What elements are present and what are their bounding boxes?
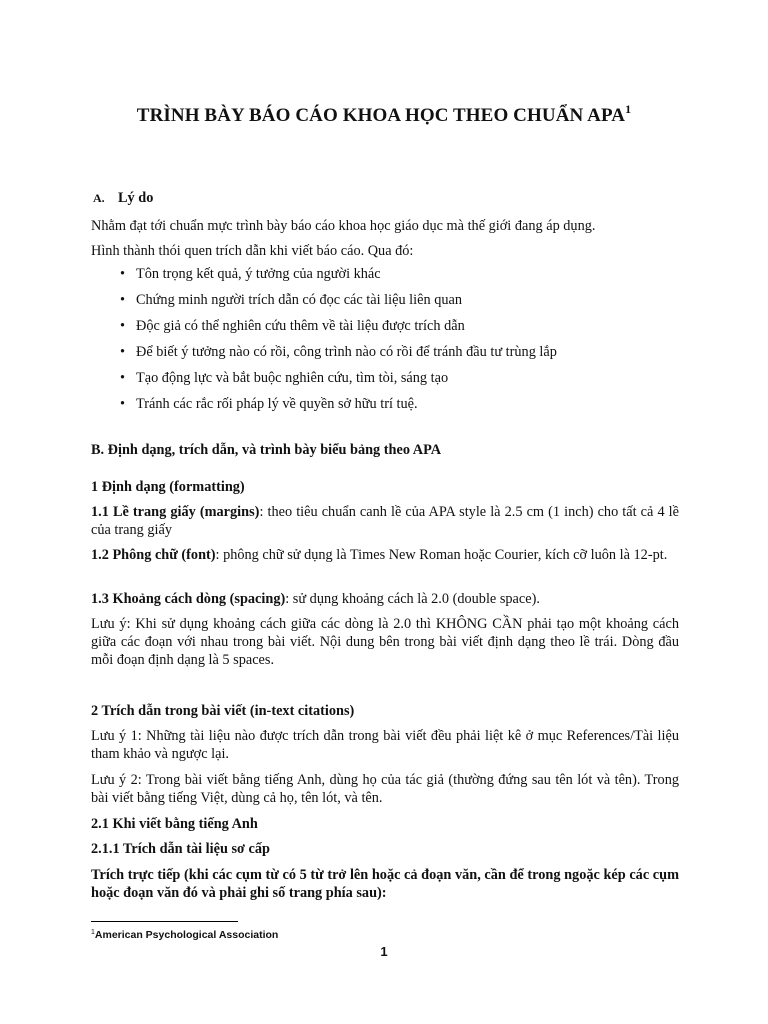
font-term: 1.2 Phông chữ (font) xyxy=(91,547,216,563)
subsection-2-heading: 2 Trích dẫn trong bài viết (in-text citations) xyxy=(91,703,355,719)
bullet-icon: • xyxy=(120,370,126,386)
footnote-mark: 1 xyxy=(625,102,632,116)
section-a-paragraph-1: Nhằm đạt tới chuẩn mực trình bày báo cáo khoa học giáo dục mà thế giới đang áp dụng. xyxy=(91,218,596,234)
subsection-1-heading: 1 Định dạng (formatting) xyxy=(91,479,245,495)
bullet-icon: • xyxy=(120,396,126,412)
footnote-divider xyxy=(91,921,238,922)
section-a-label: A. xyxy=(93,191,105,205)
footnote-number: 1 xyxy=(91,929,95,936)
subsection-2-1-heading: 2.1 Khi viết bằng tiếng Anh xyxy=(91,816,258,832)
bullet-icon: • xyxy=(120,292,126,308)
subsection-1-3 xyxy=(91,590,679,608)
citation-note-1: Lưu ý 1: Những tài liệu nào được trích dẫn trong bài viết đều phải liệt kê ở mục References/Tài liệu tham khảo và ngược lại. xyxy=(91,728,679,762)
bullet-icon: • xyxy=(120,266,126,282)
margins-text: : theo tiêu chuẩn canh lề của APA style là 2.5 cm (1 inch) cho tất cả 4 lề của trang giấy xyxy=(91,504,680,538)
subsection-1-1 xyxy=(91,503,679,539)
margins-term: 1.1 Lề trang giấy (margins) xyxy=(91,504,260,520)
list-item: • Tránh các rắc rối pháp lý về quyền sở hữu trí tuệ. xyxy=(120,396,418,412)
section-a-heading xyxy=(93,190,153,207)
page-number: 1 xyxy=(380,944,388,959)
list-item: • Chứng minh người trích dẫn có đọc các tài liệu liên quan xyxy=(120,292,462,308)
spacing-note: Lưu ý: Khi sử dụng khoảng cách giữa các dòng là 2.0 thì KHÔNG CẦN phải tạo một khoảng cách giữa các đoạn với nhau trong bài viết. Nội dung bên trong bài viết định dạng theo lề trái. Dòng đầu mỗi đoạn định dạng là 5 spaces. xyxy=(91,616,679,668)
bullet-icon: • xyxy=(120,344,126,360)
subsection-2-1-1-heading: 2.1.1 Trích dẫn tài liệu sơ cấp xyxy=(91,841,270,857)
bullet-icon: • xyxy=(120,318,126,334)
footnote xyxy=(91,929,278,941)
footnote-text: American Psychological Association xyxy=(94,929,279,941)
spacing-text: : sử dụng khoảng cách là 2.0 (double space). xyxy=(285,591,540,607)
list-item: • Tạo động lực và bắt buộc nghiên cứu, tìm tòi, sáng tạo xyxy=(120,370,449,386)
section-a-title: Lý do xyxy=(118,190,154,206)
subsection-1-2 xyxy=(91,546,679,564)
list-item: • Độc giả có thể nghiên cứu thêm về tài liệu được trích dẫn xyxy=(120,318,465,334)
list-item: • Tôn trọng kết quả, ý tưởng của người khác xyxy=(120,266,381,282)
document-title xyxy=(0,102,768,127)
spacing-term: 1.3 Khoảng cách dòng (spacing) xyxy=(91,591,286,607)
direct-quote-rule: Trích trực tiếp (khi các cụm từ có 5 từ trở lên hoặc cả đoạn văn, cần để trong ngoặc kép các cụm hoặc đoạn văn đó và phải ghi số trang phía sau): xyxy=(91,867,679,901)
citation-note-2: Lưu ý 2: Trong bài viết bằng tiếng Anh, dùng họ của tác giả (thường đứng sau tên lót và tên). Trong bài viết bằng tiếng Việt, dùng cả họ, tên lót, và tên. xyxy=(91,772,679,806)
section-b-heading: B. Định dạng, trích dẫn, và trình bày biểu bảng theo APA xyxy=(91,442,442,458)
section-a-paragraph-2: Hình thành thói quen trích dẫn khi viết báo cáo. Qua đó: xyxy=(91,243,414,259)
reasons-list xyxy=(120,265,557,421)
font-text: : phông chữ sử dụng là Times New Roman hoặc Courier, kích cỡ luôn là 12-pt. xyxy=(215,547,668,563)
title-text: TRÌNH BÀY BÁO CÁO KHOA HỌC THEO CHUẨN APA xyxy=(136,105,626,126)
list-item: • Để biết ý tưởng nào có rồi, công trình nào có rồi để tránh đầu tư trùng lắp xyxy=(120,344,557,360)
